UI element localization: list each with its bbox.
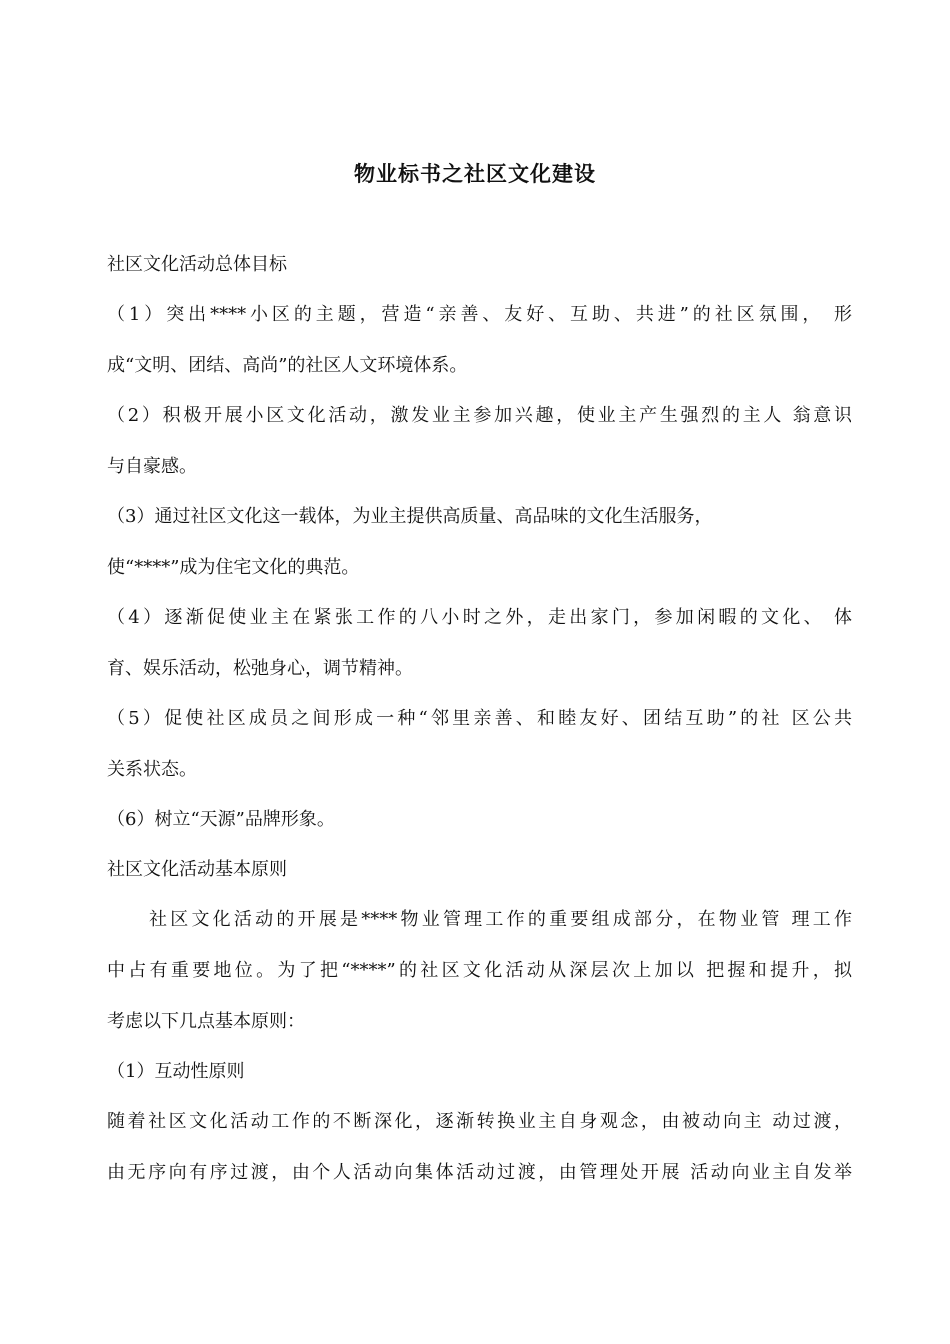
paragraph-line: 中占有重要地位。为了把“****”的社区文化活动从深层次上加以 把握和提升，拟 bbox=[107, 960, 852, 981]
paragraph-line: 考虑以下几点基本原则： bbox=[107, 1011, 305, 1032]
section-heading: 社区文化活动基本原则 bbox=[107, 859, 287, 880]
document-title: 物业标书之社区文化建设 bbox=[354, 162, 596, 186]
paragraph-line: 随着社区文化活动工作的不断深化，逐渐转换业主自身观念，由被动向主 动过渡， bbox=[107, 1111, 852, 1132]
paragraph-line: 由无序向有序过渡，由个人活动向集体活动过渡，由管理处开展 活动向业主自发举 bbox=[107, 1162, 852, 1183]
paragraph-line: 与自豪感。 bbox=[107, 456, 197, 477]
paragraph-line: 关系状态。 bbox=[107, 759, 197, 780]
paragraph-line: （2）积极开展小区文化活动，激发业主参加兴趣，使业主产生强烈的主人 翁意识 bbox=[107, 405, 852, 426]
paragraph-line: （6）树立“天源”品牌形象。 bbox=[107, 809, 335, 830]
paragraph-line: （5）促使社区成员之间形成一种“邻里亲善、和睦友好、团结互助”的社 区公共 bbox=[107, 708, 852, 729]
paragraph-line: （3）通过社区文化这一载体，为业主提供高质量、高品味的文化生活服务， bbox=[107, 506, 713, 527]
paragraph-line: 社区文化活动的开展是****物业管理工作的重要组成部分，在物业管 理工作 bbox=[149, 909, 852, 930]
paragraph-line: 育、娱乐活动，松弛身心，调节精神。 bbox=[107, 658, 413, 679]
section-heading: 社区文化活动总体目标 bbox=[107, 254, 287, 275]
document-body bbox=[107, 252, 852, 1185]
paragraph-line: （1）突出****小区的主题，营造“亲善、友好、互助、共进”的社区氛围， 形 bbox=[107, 304, 852, 325]
paragraph-line: 成“文明、团结、高尚”的社区人文环境体系。 bbox=[107, 355, 468, 376]
paragraph-line: （4）逐渐促使业主在紧张工作的八小时之外，走出家门，参加闲暇的文化、 体 bbox=[107, 607, 852, 628]
paragraph-line: 使“****”成为住宅文化的典范。 bbox=[107, 557, 360, 578]
subsection-heading: （1）互动性原则 bbox=[107, 1061, 245, 1082]
